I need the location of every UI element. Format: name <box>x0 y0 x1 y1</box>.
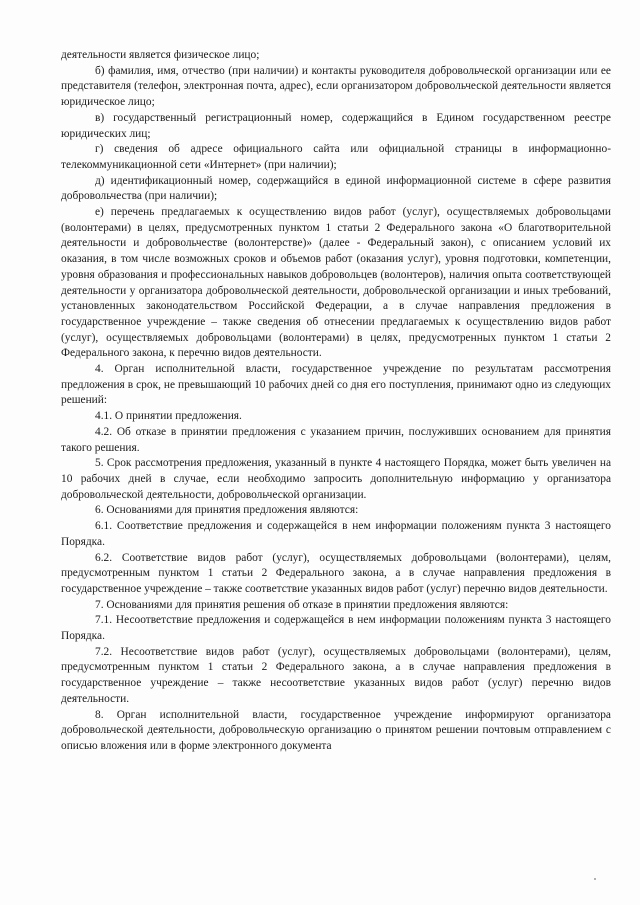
document-body <box>61 48 611 755</box>
paragraph-5: 5. Срок рассмотрения предложения, указанный в пункте 4 настоящего Порядка, может быть увеличен на 10 рабочих дней в случае, если необходимо запросить дополнительную информацию у организатора добровольческой деятельности, добровольческой организации. <box>61 457 611 501</box>
paragraph-6: 6. Основаниями для принятия предложения являются: <box>95 504 359 517</box>
paragraph-6-2: 6.2. Соответствие видов работ (услуг), осуществляемых добровольцами (волонтерами), целям, предусмотренным пунктом 1 статьи 2 Федерального закона, а в случае направления предложения в государственное учреждение – также соответствие указанных видов работ (услуг) перечню видов деятельности. <box>61 551 611 595</box>
paragraph-7: 7. Основаниями для принятия решения об отказе в принятии предложения являются: <box>95 598 509 611</box>
paragraph-7-2: 7.2. Несоответствие видов работ (услуг), осуществляемых добровольцами (волонтерами), целям, предусмотренным пунктом 1 статьи 2 Федерального закона, а в случае направления предложения в государственное учреждение – также несоответствие указанных видов работ (услуг) перечню видов деятельности. <box>61 645 611 705</box>
paragraph-item-d: д) идентификационный номер, содержащийся в единой информационной системе в сфере развития добровольчества (при наличии); <box>61 174 611 203</box>
scan-speck <box>594 878 596 880</box>
paragraph-continuation: деятельности является физическое лицо; <box>61 49 260 61</box>
paragraph-item-g: г) сведения об адресе официального сайта или официальной страницы в информационно-телекоммуникационной сети «Интернет» (при наличии); <box>61 143 611 171</box>
paragraph-item-e: е) перечень предлагаемых к осуществлению видов работ (услуг), осуществляемых добровольцами (волонтерами) в целях, предусмотренных пунктом 1 статьи 2 Федерального закона «О благотворительной деятельности и добровольчестве (волонтерстве)» (далее - Федеральный закон), с описанием условий их оказания, в том числе возможных сроков и объемов работ (оказания услуг), уровня подготовки, компетенции, уровня образования и профессиональных навыков добровольцев (волонтеров), наличия опыта соответствующей деятельности у организатора добровольческой деятельности, добровольческой организации и иных требований, установленных законодательством Российской Федерации, а в случае направления предложения в государственное учреждение – также сведения об отнесении предлагаемых к осуществлению видов работ (услуг), осуществляемых добровольцами (волонтерами) в целях, предусмотренных пунктом 1 статьи 2 Федерального закона, к перечню видов деятельности. <box>61 206 611 360</box>
paragraph-4-1: 4.1. О принятии предложения. <box>95 410 242 423</box>
paragraph-4: 4. Орган исполнительной власти, государственное учреждение по результатам рассмотрения предложения в срок, не превышающий 10 рабочих дней со дня его поступления, принимают одно из следующих решений: <box>61 363 611 407</box>
paragraph-7-1: 7.1. Несоответствие предложения и содержащейся в нем информации положениям пункта 3 настоящего Порядка. <box>61 614 611 643</box>
paragraph-4-2: 4.2. Об отказе в принятии предложения с указанием причин, послуживших основанием для принятия такого решения. <box>61 425 611 454</box>
paragraph-item-v: в) государственный регистрационный номер, содержащийся в Едином государственном реестре юридических лиц; <box>61 111 611 140</box>
paragraph-item-b: б) фамилия, имя, отчество (при наличии) и контакты руководителя добровольческой организации или ее представителя (телефон, электронная почта, адрес), если организатором добровольческой деятельности является юридическое лицо; <box>61 64 611 109</box>
paragraph-8: 8. Орган исполнительной власти, государственное учреждение информируют организатора добровольческой деятельности, добровольческую организацию о принятом решении почтовым отправлением с описью вложения или в форме электронного документа <box>61 708 611 752</box>
paragraph-6-1: 6.1. Соответствие предложения и содержащейся в нем информации положениям пункта 3 настоящего Порядка. <box>61 520 611 548</box>
